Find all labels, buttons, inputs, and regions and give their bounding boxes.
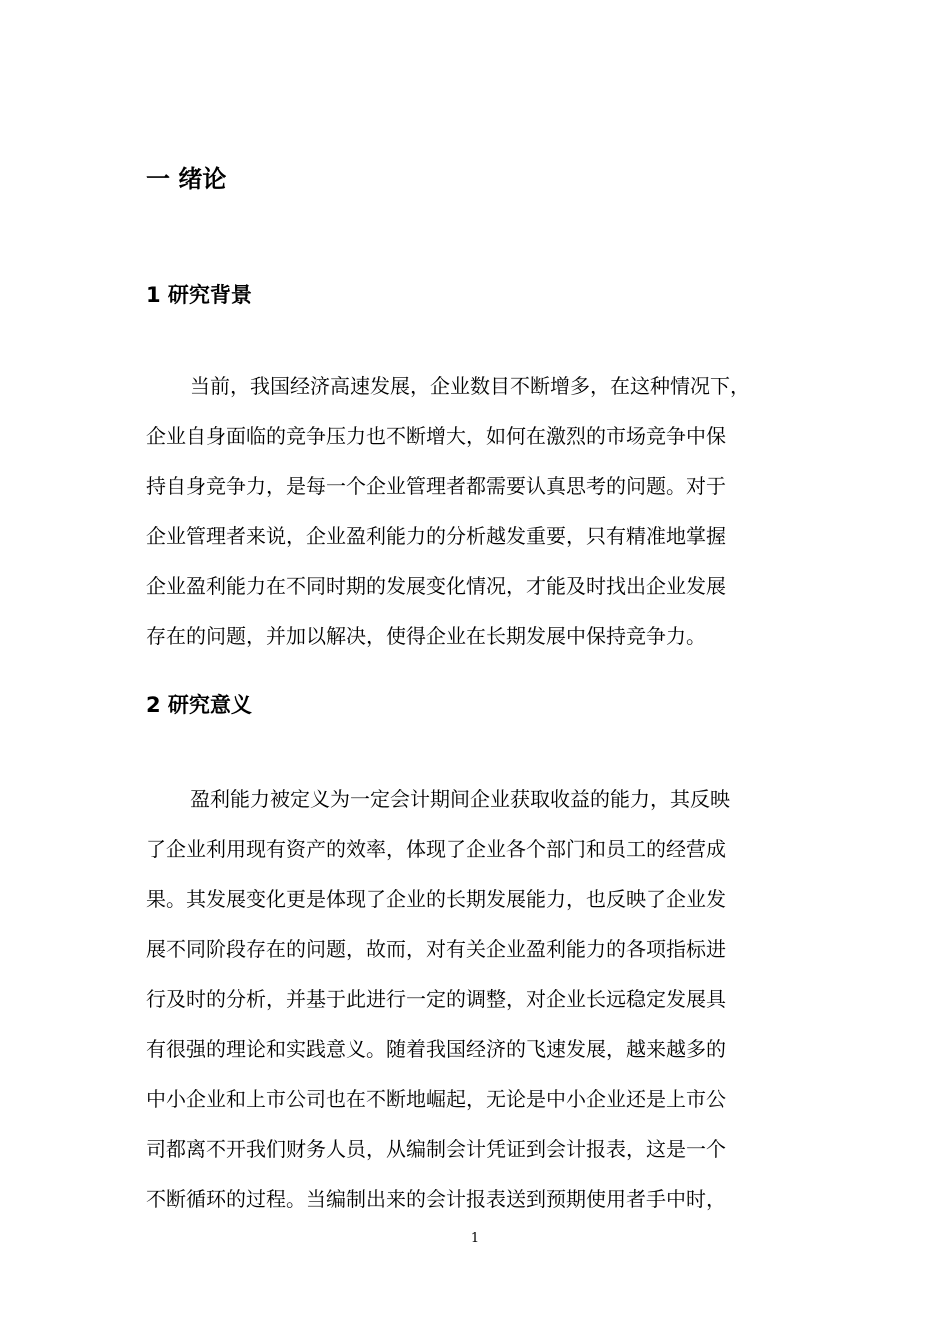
paragraph-line: 持自身竞争力，是每一个企业管理者都需要认真思考的问题。对于	[146, 474, 726, 498]
paragraph-line: 司都离不开我们财务人员，从编制会计凭证到会计报表，这是一个	[146, 1137, 726, 1161]
section-title-significance: 2 研究意义	[146, 693, 252, 717]
page-number: 1	[470, 1231, 480, 1246]
paragraph-line: 行及时的分析，并基于此进行一定的调整，对企业长远稳定发展具	[146, 987, 726, 1011]
paragraph-line: 不断循环的过程。当编制出来的会计报表送到预期使用者手中时，	[146, 1187, 726, 1211]
paragraph-line: 展不同阶段存在的问题，故而，对有关企业盈利能力的各项指标进	[146, 937, 726, 961]
paragraph-line: 存在的问题，并加以解决，使得企业在长期发展中保持竞争力。	[146, 624, 706, 648]
paragraph-line: 果。其发展变化更是体现了企业的长期发展能力，也反映了企业发	[146, 887, 726, 911]
paragraph-line: 企业管理者来说，企业盈利能力的分析越发重要，只有精准地掌握	[146, 524, 726, 548]
paragraph-line: 当前，我国经济高速发展，企业数目不断增多，在这种情况下，	[190, 374, 750, 398]
section-paragraph-significance	[146, 774, 826, 1224]
paragraph-line: 了企业利用现有资产的效率，体现了企业各个部门和员工的经营成	[146, 837, 726, 861]
paragraph-line: 企业自身面临的竞争压力也不断增大，如何在激烈的市场竞争中保	[146, 424, 726, 448]
paragraph-line: 有很强的理论和实践意义。随着我国经济的飞速发展，越来越多的	[146, 1037, 726, 1061]
chapter-title: 一 绪论	[146, 165, 227, 193]
section-paragraph-background	[146, 361, 826, 661]
paragraph-line: 中小企业和上市公司也在不断地崛起，无论是中小企业还是上市公	[146, 1087, 726, 1111]
paragraph-line: 企业盈利能力在不同时期的发展变化情况，才能及时找出企业发展	[146, 574, 726, 598]
paragraph-line: 盈利能力被定义为一定会计期间企业获取收益的能力，其反映	[190, 787, 730, 811]
section-title-background: 1 研究背景	[146, 283, 252, 307]
